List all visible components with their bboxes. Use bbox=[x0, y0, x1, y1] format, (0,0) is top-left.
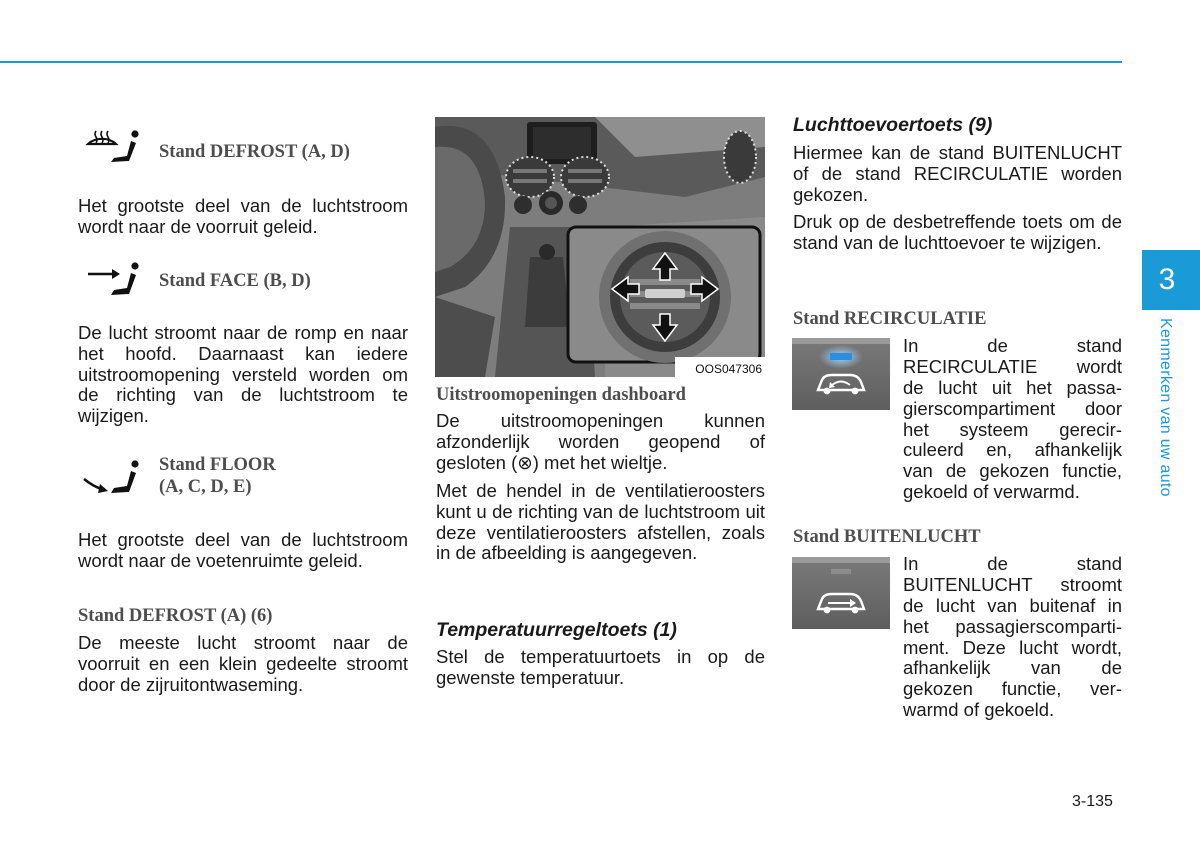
recirc-line: RECIRCULATIE wordt bbox=[903, 355, 1122, 377]
defrost-ad-text: Het grootste deel van de luchtstroom wordt naar de voorruit geleid. bbox=[78, 195, 408, 237]
defrost-a-text: De meeste lucht stroomt naar de voorruit en een klein gedeelte stroomt door de zijruitontwaseming. bbox=[78, 632, 408, 695]
dashboard-text: De uitstroomopeningen kunnen afzonderlijk worden geopend of gesloten (⊗) met het wieltje. bbox=[436, 410, 765, 473]
outside-line: afhankelijk van de bbox=[903, 657, 1122, 679]
outside-line: gekozen functie, ver- bbox=[903, 678, 1122, 700]
chapter-number: 3 bbox=[1158, 263, 1176, 296]
outside-line: ment. Deze lucht wordt, bbox=[903, 636, 1122, 658]
outside-line: In de stand bbox=[903, 553, 1122, 574]
outside-air-button-image bbox=[792, 557, 890, 629]
chapter-title: Kenmerken van uw auto bbox=[1157, 318, 1174, 497]
face-heading: Stand FACE (B, D) bbox=[159, 271, 311, 291]
intake-heading: Luchttoevoertoets (9) bbox=[793, 114, 993, 136]
defrost-a-heading: Stand DEFROST (A) (6) bbox=[78, 606, 273, 626]
face-mode-icon bbox=[84, 258, 144, 300]
recirc-line: van de gekozen functie, bbox=[903, 460, 1122, 482]
floor-heading-line-2: (A, C, D, E) bbox=[159, 477, 252, 497]
outside-text bbox=[903, 554, 1122, 721]
floor-heading-line-1: Stand FLOOR bbox=[159, 455, 276, 475]
dashboard-vents-photo bbox=[435, 117, 765, 377]
dashboard-heading: Uitstroomopeningen dashboard bbox=[436, 385, 686, 405]
recirc-button-image bbox=[792, 338, 890, 410]
recirc-line: In de stand bbox=[903, 335, 1122, 356]
intake-text-2: Druk op de desbetreffende toets om de stand van de luchttoevoer te wijzigen. bbox=[793, 211, 1122, 253]
recirc-heading: Stand RECIRCULATIE bbox=[793, 309, 987, 329]
face-text: De lucht stroomt naar de romp en naar het hoofd. Daarnaast kan iedere uitstroomopening versteld worden om de richting van de luchtstroom te wijzigen. bbox=[78, 322, 408, 427]
recirc-line: gekoeld of verwarmd. bbox=[903, 481, 1080, 503]
chapter-tab bbox=[1142, 250, 1200, 310]
figure-code: OOS047306 bbox=[695, 362, 762, 376]
outside-line: BUITENLUCHT stroomt bbox=[903, 573, 1122, 595]
outside-line: het passagierscomparti- bbox=[903, 615, 1122, 637]
recirc-line: culeerd en, afhankelijk bbox=[903, 439, 1122, 461]
defrost-ad-heading: Stand DEFROST (A, D) bbox=[159, 142, 350, 162]
recirc-line: de lucht uit het passa- bbox=[903, 376, 1122, 398]
recirc-line: het systeem gerecir- bbox=[903, 418, 1122, 440]
temperature-text: Stel de temperatuurtoets in op de gewenste temperatuur. bbox=[436, 646, 765, 688]
page-number: 3-135 bbox=[1072, 793, 1113, 810]
header-rule bbox=[0, 61, 1122, 63]
lever-text: Met de hendel in de ventilatieroosters kunt u de richting van de luchtstroom uit deze ventilatieroosters afstellen, zoals in de afbeelding is aangegeven. bbox=[436, 480, 765, 564]
floor-mode-icon bbox=[80, 457, 144, 499]
intake-text-1: Hiermee kan de stand BUITENLUCHT of de stand RECIRCULATIE worden gekozen. bbox=[793, 142, 1122, 205]
outside-line: warmd of gekoeld. bbox=[903, 699, 1055, 721]
recirc-line: gierscompartiment door bbox=[903, 397, 1122, 419]
outside-line: de lucht van buitenaf in bbox=[903, 594, 1122, 616]
temperature-heading: Temperatuurregeltoets (1) bbox=[436, 619, 677, 641]
floor-text: Het grootste deel van de luchtstroom wordt naar de voetenruimte geleid. bbox=[78, 529, 408, 571]
outside-heading: Stand BUITENLUCHT bbox=[793, 527, 981, 547]
defrost-mode-icon bbox=[84, 128, 144, 166]
recirc-text bbox=[903, 336, 1122, 503]
